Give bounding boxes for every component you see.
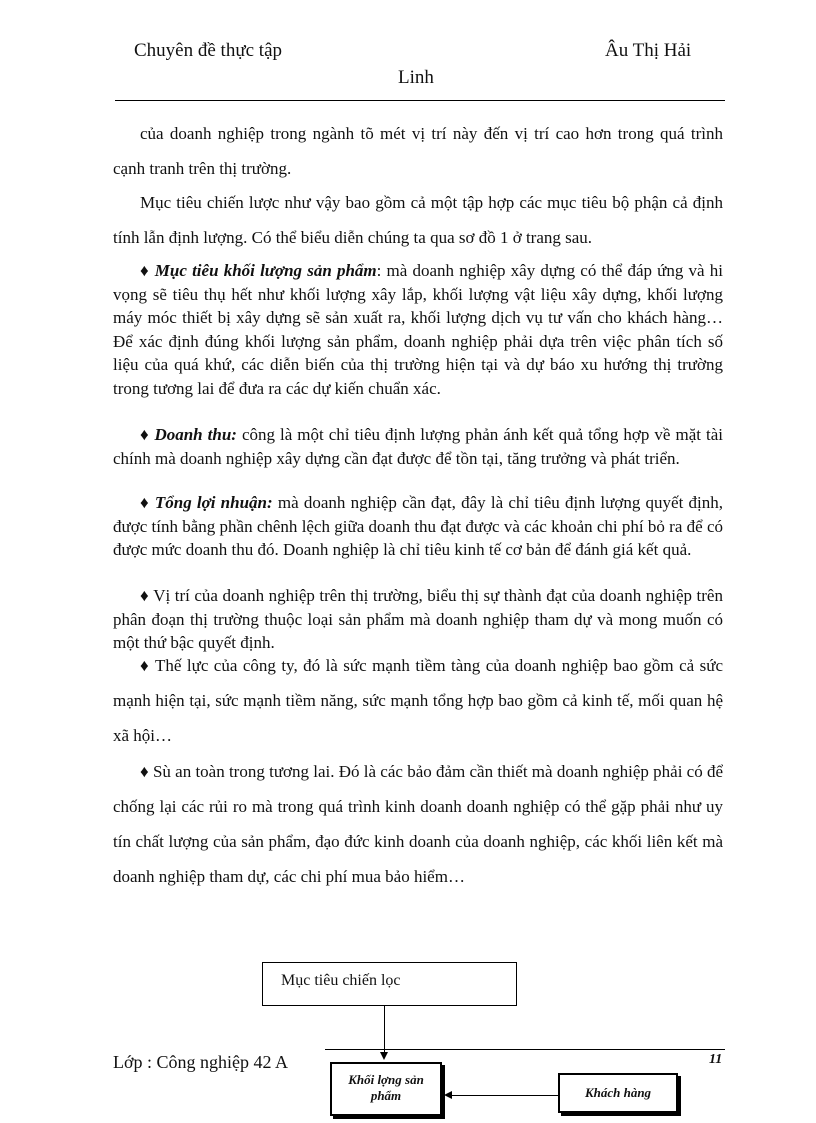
connector-root-to-node1 xyxy=(384,1006,385,1053)
bullet-icon: ♦ xyxy=(140,261,150,280)
arrow-down-icon xyxy=(380,1052,388,1060)
bullet-khoi-luong xyxy=(113,259,723,400)
diagram-node-khach-hang xyxy=(558,1073,678,1113)
page-number: 11 xyxy=(709,1052,723,1067)
bullet-text: : mà doanh nghiệp xây dựng có thể đáp ứng và hi vọng sẽ tiêu thụ hết như khối lượng xây lắp, khối lượng vật liệu xây dựng, khối lượng máy móc thiết bị xây dựng sẽ sản xuất ra, khối lượng dịch vụ tư vấn cho khách hàng…Để xác định đúng khối lượng sản phẩm, doanh nghiệp phải dựa trên việc phân tích số liệu của quá khứ, các diễn biến của thị trường hiện tại và dự báo xu hướng thị trường trong tương lai để đưa ra các dự kiến chuẩn xác. xyxy=(113,261,723,398)
bullet-label: Doanh thu: xyxy=(154,425,237,444)
bullet-the-luc xyxy=(113,648,723,753)
bullet-label: Mục tiêu khối lượng sản phẩm xyxy=(154,261,377,280)
paragraph-2: Mục tiêu chiến lược như vậy bao gồm cả một tập hợp các mục tiêu bộ phận cả định tính lẫn định lượng. Có thể biểu diễn chúng ta qua sơ đồ 1 ở trang sau. xyxy=(113,193,723,247)
bullet-icon: ♦ xyxy=(140,425,150,444)
bullet-text: Vị trí của doanh nghiệp trên thị trường, biểu thị sự thành đạt của doanh nghiệp trên phân đoạn thị trường thuộc loại sản phẩm mà doanh nghiệp tham dự và mong muốn có một thứ bậc quyết định. xyxy=(113,586,723,652)
bullet-text: mà doanh nghiệp cần đạt, đây là chỉ tiêu định lượng quyết định, được tính bằng phần chênh lệch giữa doanh thu đạt được và các khoản chi phí bỏ ra để có được mức doanh thu đó. Doanh nghiệp là chỉ tiêu kinh tế cơ bản để đánh giá kết quả. xyxy=(113,493,724,559)
bullet-text: Sù an toàn trong tương lai. Đó là các bảo đảm cần thiết mà doanh nghiệp phải có để chống lại các rủi ro mà trong quá trình kinh doanh doanh nghiệp có thể gặp phải như uy tín chất lượng của sản phẩm, đạo đức kinh doanh của doanh nghiệp, các khối liên kết mà doanh nghiệp tham dự, các chi phí mua bảo hiểm… xyxy=(113,762,724,886)
bullet-doanh-thu xyxy=(113,423,723,470)
bullet-icon: ♦ xyxy=(140,586,149,605)
arrow-left-icon xyxy=(444,1091,452,1099)
footer-class: Lớp : Công nghiệp 42 A xyxy=(113,1052,289,1072)
diagram-node1-label: Khối lợng sản phẩm xyxy=(348,1072,424,1103)
bullet-icon: ♦ xyxy=(140,656,150,675)
bullet-vi-tri xyxy=(113,584,723,655)
diagram-root-node xyxy=(262,962,517,1006)
header-author: Âu Thị Hải xyxy=(605,40,692,61)
footer-rule xyxy=(325,1049,725,1050)
bullet-loi-nhuan xyxy=(113,491,723,562)
bullet-text: công là một chỉ tiêu định lượng phản ánh kết quả tổng hợp về mặt tài chính mà doanh nghiệp xây dựng cần đạt được để tồn tại, tăng trưởng và phát triển. xyxy=(113,425,723,468)
diagram-node-khoi-luong xyxy=(330,1062,442,1116)
diagram-node2-label: Khách hàng xyxy=(584,1085,652,1100)
header-title: Chuyên đề thực tập xyxy=(134,40,283,61)
bullet-icon: ♦ xyxy=(140,493,150,512)
bullet-label: Tổng lợi nhuận: xyxy=(154,493,273,512)
bullet-icon: ♦ xyxy=(140,762,149,781)
bullet-text: Thế lực của công ty, đó là sức mạnh tiềm tàng của doanh nghiệp bao gồm cả sức mạnh hiện tại, sức mạnh tiềm năng, sức mạnh tổng hợp bao gồm cả kinh tế, mối quan hệ xã hội… xyxy=(113,656,723,745)
header-author-cont: Linh xyxy=(398,67,434,88)
diagram-root-label: Mục tiêu chiến lọc xyxy=(281,972,401,989)
connector-node2-to-node1 xyxy=(452,1095,558,1096)
bullet-an-toan xyxy=(113,754,723,894)
paragraph-1: của doanh nghiệp trong ngành tõ mét vị trí này đến vị trí cao hơn trong quá trình cạnh tranh trên thị trường. xyxy=(113,124,723,178)
header-rule xyxy=(115,100,725,101)
